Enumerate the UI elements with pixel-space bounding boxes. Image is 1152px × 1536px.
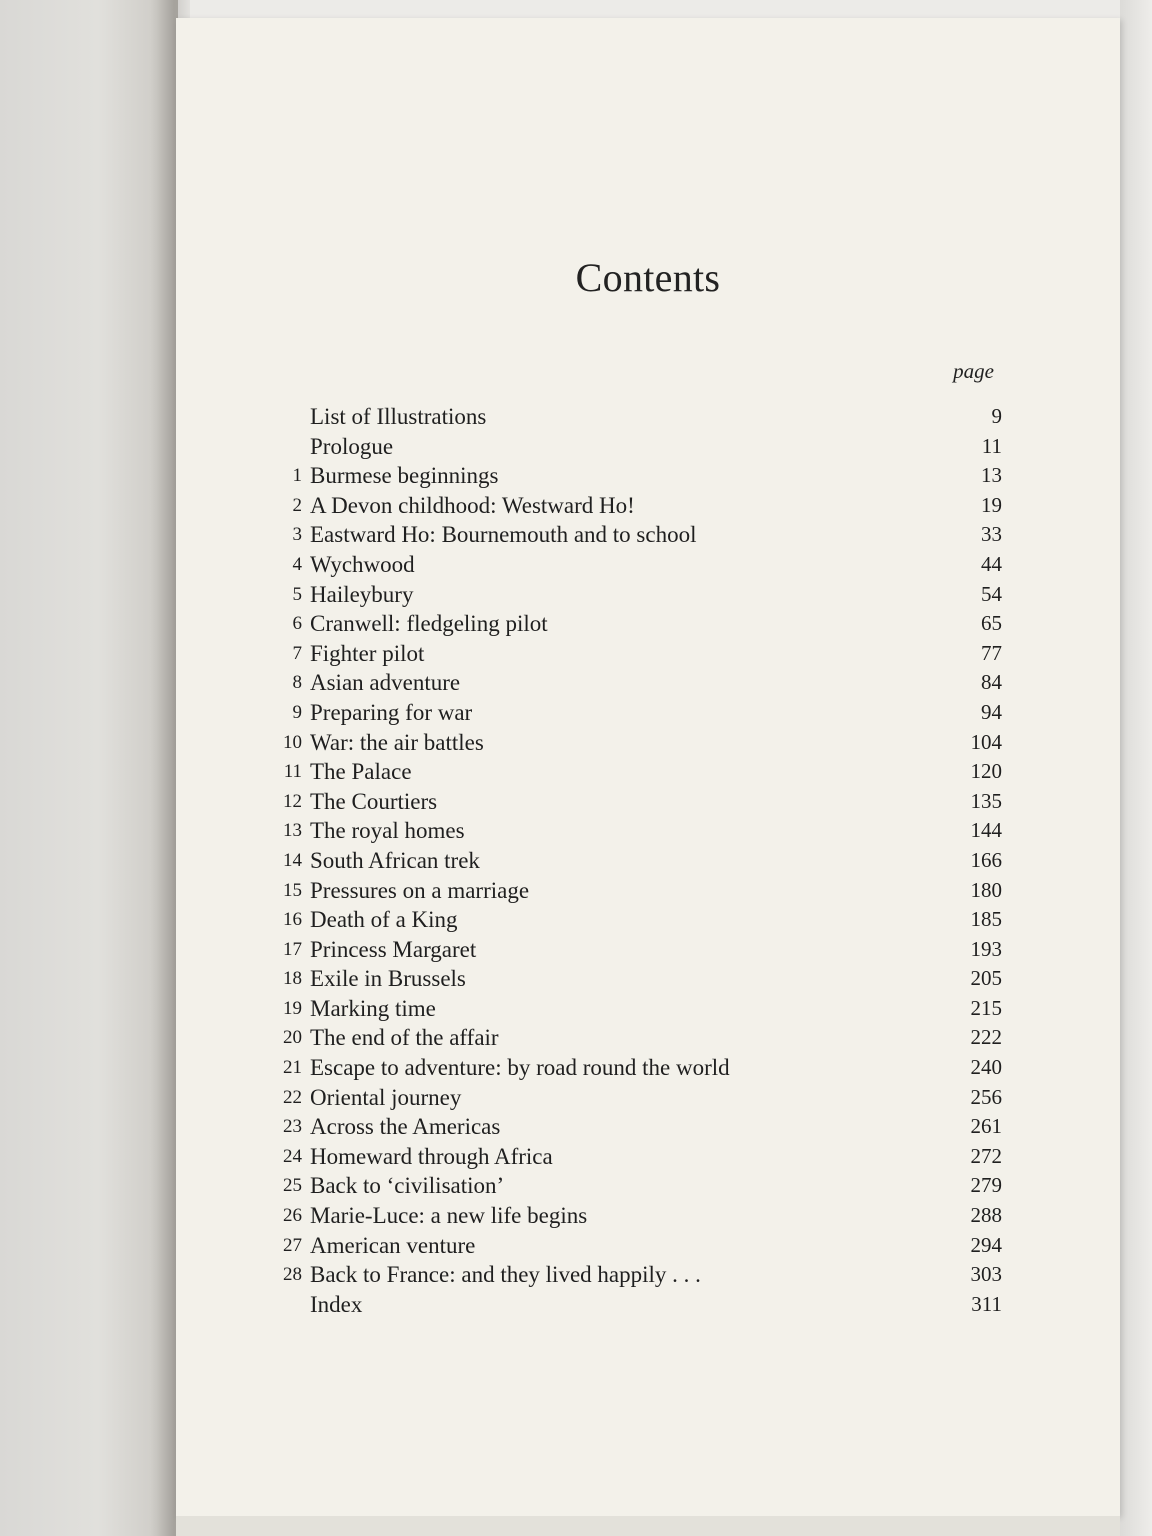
chapter-number: 21 [283, 1057, 302, 1079]
chapter-title: Asian adventure [310, 670, 461, 696]
page-column-label: page [953, 359, 994, 383]
chapter-title: Exile in Brussels [310, 966, 466, 992]
chapter-number: 4 [292, 553, 302, 575]
page-number: 120 [970, 759, 1002, 784]
chapter-number: 24 [283, 1145, 302, 1167]
chapter-number: 14 [283, 849, 302, 871]
contents-page [176, 18, 1120, 1516]
chapter-title: War: the air battles [310, 729, 484, 755]
page-number: 311 [971, 1291, 1002, 1316]
chapter-title: Burmese beginnings [310, 463, 499, 489]
chapter-number: 22 [283, 1086, 302, 1108]
chapter-number: 6 [292, 613, 302, 635]
page-number: 135 [970, 788, 1002, 813]
toc-entry [272, 1083, 1002, 1113]
toc-entry [272, 1023, 1002, 1053]
chapter-number: 7 [292, 642, 302, 664]
chapter-title: Wychwood [310, 551, 415, 577]
toc-entry [272, 846, 1002, 876]
toc-entry [272, 580, 1002, 610]
chapter-title: Eastward Ho: Bournemouth and to school [310, 522, 697, 548]
chapter-number: 5 [292, 583, 302, 605]
chapter-number: 27 [283, 1234, 302, 1256]
toc-entry [272, 550, 1002, 580]
toc-entry [272, 668, 1002, 698]
chapter-number: 1 [292, 465, 302, 487]
chapter-title: Marie-Luce: a new life begins [310, 1203, 588, 1229]
page-number: 33 [981, 522, 1002, 547]
toc-entry [272, 609, 1002, 639]
chapter-title: Homeward through Africa [310, 1143, 553, 1169]
toc-entry [272, 994, 1002, 1024]
toc-entry [272, 787, 1002, 817]
chapter-title: List of Illustrations [310, 404, 487, 429]
toc-entry [272, 1260, 1002, 1290]
page-number: 19 [981, 492, 1002, 517]
page-number: 166 [970, 847, 1002, 872]
chapter-number: 26 [283, 1205, 302, 1227]
page-number: 13 [981, 463, 1002, 488]
chapter-title: Across the Americas [310, 1114, 501, 1140]
chapter-number: 2 [292, 494, 302, 516]
chapter-number: 11 [283, 761, 302, 783]
toc-entry [272, 1142, 1002, 1172]
toc-entry [272, 432, 1002, 462]
page-number: 240 [970, 1055, 1002, 1080]
page-number: 215 [970, 995, 1002, 1020]
page-number: 261 [970, 1114, 1002, 1139]
chapter-number: 23 [283, 1116, 302, 1138]
toc-entry [272, 876, 1002, 906]
page-number: 11 [981, 433, 1002, 458]
chapter-number: 9 [292, 701, 302, 723]
toc-entry [272, 402, 1002, 432]
page-number: 144 [970, 818, 1002, 843]
page-number: 9 [991, 404, 1002, 428]
backdrop [1120, 0, 1152, 1536]
chapter-title: A Devon childhood: Westward Ho! [310, 492, 635, 518]
page-number: 104 [970, 729, 1002, 754]
toc-entry [272, 1053, 1002, 1083]
toc-entry [272, 816, 1002, 846]
chapter-number: 17 [283, 938, 302, 960]
chapter-number: 20 [283, 1027, 302, 1049]
chapter-title: Marking time [310, 995, 436, 1021]
chapter-title: The Courtiers [310, 788, 438, 814]
page-number: 180 [970, 877, 1002, 902]
chapter-number: 15 [283, 879, 302, 901]
chapter-number: 28 [283, 1264, 302, 1286]
chapter-title: Death of a King [310, 907, 458, 933]
chapter-title: The Palace [310, 759, 412, 785]
chapter-title: Pressures on a marriage [310, 877, 530, 903]
toc-entry [272, 520, 1002, 550]
chapter-title: Prologue [310, 433, 394, 459]
chapter-number: 13 [283, 820, 302, 842]
chapter-title: American venture [310, 1232, 476, 1258]
toc-entry [272, 639, 1002, 669]
toc-entry [272, 698, 1002, 728]
page-number: 303 [970, 1262, 1002, 1287]
chapter-number: 3 [292, 524, 302, 546]
chapter-title: Escape to adventure: by road round the world [310, 1055, 730, 1081]
chapter-title: The royal homes [310, 818, 465, 844]
toc-entry [272, 1171, 1002, 1201]
chapter-number: 12 [283, 790, 302, 812]
toc-entry [272, 905, 1002, 935]
chapter-title: Cranwell: fledgeling pilot [310, 611, 548, 637]
chapter-title: The end of the affair [310, 1025, 499, 1051]
page-number: 272 [970, 1143, 1002, 1168]
chapter-title: Back to France: and they lived happily . . . [310, 1262, 701, 1288]
chapter-number: 10 [283, 731, 302, 753]
page-number: 256 [970, 1084, 1002, 1109]
toc-entry [272, 1290, 1002, 1320]
chapter-title: Index [310, 1291, 363, 1317]
page-number: 44 [981, 551, 1002, 576]
toc-entry [272, 491, 1002, 521]
toc-entry [272, 1231, 1002, 1261]
chapter-title: South African trek [310, 847, 480, 873]
toc-entry [272, 935, 1002, 965]
toc-entry [272, 728, 1002, 758]
chapter-number: 19 [283, 997, 302, 1019]
page-number: 205 [970, 966, 1002, 991]
page-number: 279 [970, 1173, 1002, 1198]
page-number: 193 [970, 936, 1002, 961]
page-number: 84 [981, 670, 1002, 695]
chapter-number: 8 [292, 672, 302, 694]
toc-entry [272, 1201, 1002, 1231]
chapter-title: Preparing for war [310, 699, 473, 725]
table-of-contents [272, 402, 1002, 1319]
page-edge [176, 1516, 1120, 1536]
chapter-number: 18 [283, 968, 302, 990]
page-number: 65 [981, 611, 1002, 636]
page-number: 185 [970, 907, 1002, 932]
toc-entry [272, 1112, 1002, 1142]
page-number: 288 [970, 1203, 1002, 1228]
chapter-title: Fighter pilot [310, 640, 425, 666]
chapter-title: Haileybury [310, 581, 414, 607]
chapter-title: Princess Margaret [310, 936, 477, 962]
page-title: Contents [575, 255, 721, 300]
chapter-title: Oriental journey [310, 1084, 462, 1110]
toc-entry [272, 757, 1002, 787]
page-number: 77 [981, 640, 1002, 665]
chapter-title: Back to ‘civilisation’ [310, 1173, 505, 1199]
chapter-number: 25 [283, 1175, 302, 1197]
page-number: 222 [970, 1025, 1002, 1050]
page-number: 54 [981, 581, 1002, 606]
page-number: 294 [970, 1232, 1002, 1257]
page-number: 94 [981, 699, 1002, 724]
chapter-number: 16 [283, 909, 302, 931]
toc-entry [272, 964, 1002, 994]
toc-entry [272, 461, 1002, 491]
